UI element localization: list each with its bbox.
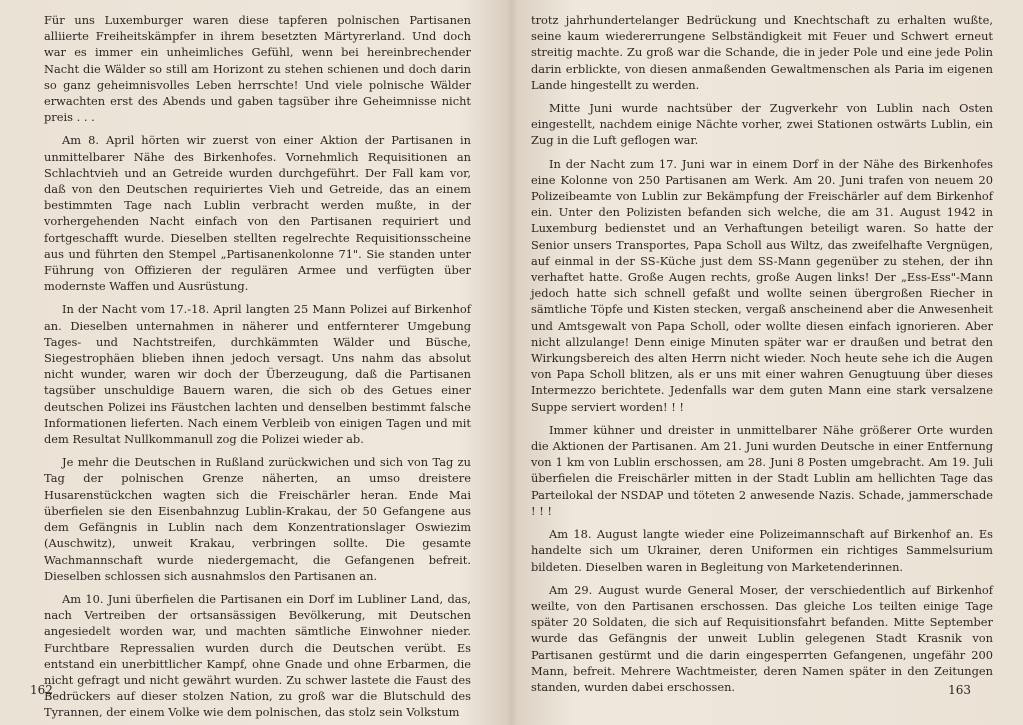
paragraph: Immer kühner und dreister in unmittelbarer Nähe größerer Orte wurden die Aktionen der Partisanen. Am 21. Juni wurden Deutsche in einer Entfernung von 1 km von Lublin erschossen, am 28. Juni 8 Posten umgebracht. Am 19. Juli überfielen die Freischärler mitten in der Stadt Lublin am hellichten Tage das Parteilokal der NSDAP und töteten 2 anwesende Nazis. Schade, jammerschade ! ! ! <box>531 422 993 518</box>
page-number: 162 <box>30 683 53 697</box>
paragraph: Am 8. April hörten wir zuerst von einer Aktion der Partisanen in unmittelbarer Nähe des Birkenhofes. Vornehmlich Requisitionen an Schlachtvieh und an Getreide wurden durchgeführt. Der Fall kam vor, daß von den Deutschen requiriertes Vieh und Getreide, das an einem bestimmten Tage nach Lublin verbracht werden mußte, in der vorhergehenden Nacht einfach von den Partisanen requiriert und fortgeschafft wurde. Dieselben stellten regelrechte Requisitionsscheine aus und führten den Stempel „Partisanenkolonne 71". Sie standen unter Führung von Offizieren der regulären Armee und verfügten über modernste Waffen und Ausrüstung. <box>44 133 471 294</box>
paragraph: Mitte Juni wurde nachtsüber der Zugverkehr von Lublin nach Osten eingestellt, nachdem einige Nächte vorher, zwei Stationen ostwärts Lublin, ein Zug in die Luft geflogen war. <box>531 101 993 148</box>
page-number: 163 <box>948 683 971 697</box>
paragraph: Am 18. August langte wieder eine Polizeimannschaft auf Birkenhof an. Es handelte sich um Ukrainer, deren Uniformen ein richtiges Sammelsurium bildeten. Dieselben waren in Begleitung von Marketenderinnen. <box>531 527 993 574</box>
paragraph: In der Nacht vom 17.-18. April langten 25 Mann Polizei auf Birkenhof an. Dieselben unternahmen in näherer und entfernterer Umgebung Tages- und Nachtstreifen, durchkämmten Wälder und Büsche, Siegestrophäen blieben ihnen jedoch versagt. Uns nahm das absolut nicht wunder, waren wir doch der Überzeugung, daß die Partisanen tagsüber unschuldige Bauern waren, die sich ob des Getues einer deutschen Polizei ins Fäustchen lachten und denselben bestimmt falsche Informationen lieferten. Nach einem Verbleib von einigen Tagen und mit dem Resultat Nullkommanull zog die Polizei wieder ab. <box>44 302 471 447</box>
paragraph: Am 29. August wurde General Moser, der verschiedentlich auf Birkenhof weilte, von den Partisanen erschossen. Das gleiche Los teilten einige Tage später 20 Soldaten, die sich auf Requisitionsfahrt befanden. Mitte September wurde das Gefängnis der unweit Lublin gelegenen Stadt Krasnik von Partisanen gestürmt und die darin eingesperrten Gefangenen, ungefähr 200 Mann, befreit. Mehrere Wachtmeister, deren Namen später in den Zeitungen standen, wurden dabei erschossen. <box>531 582 993 694</box>
paragraph: Für uns Luxemburger waren diese tapferen polnischen Partisanen alliierte Freiheitskämpfer in ihrem besetzten Märtyrerland. Und doch war es immer ein unheimliches Gefühl, wenn bei hereinbrechender Nacht die Wälder so still am Horizont zu stehen schienen und doch darin so ganz geheimnisvolles Leben herrschte! Und viele polnische Wälder erwachten erst des Abends und gaben tagsüber ihre Geheimnisse nicht preis . . . <box>44 13 471 125</box>
paragraph: trotz jahrhundertelanger Bedrückung und Knechtschaft zu erhalten wußte, seine kaum wiedererrungene Selbständigkeit mit Feuer und Schwert erneut streitig machte. Zu groß war die Schande, die in jeder Pole und eine jede Polin darin erblickte, von diesen anmaßenden Gewaltmenschen als Paria im eigenen Lande hingestellt zu werden. <box>531 13 993 92</box>
right-page <box>515 0 1023 725</box>
left-page <box>0 0 505 725</box>
paragraph: In der Nacht zum 17. Juni war in einem Dorf in der Nähe des Birkenhofes eine Kolonne von 250 Partisanen am Werk. Am 20. Juni trafen von neuem 20 Polizeibeamte von Lublin zur Bekämpfung der Freischärler auf dem Birkenhof ein. Unter den Polizisten befanden sich welche, die am 31. August 1942 in Luxemburg bedienstet und an Verhaftungen beteiligt waren. So hatte der Senior unsers Transportes, Papa Scholl aus Wiltz, das zweifelhafte Vergnügen, auf einmal in der SS-Küche just dem SS-Mann gegenüber zu stehen, der ihn verhaftet hatte. Große Augen rechts, große Augen links! Der „Ess-Ess"-Mann jedoch hatte sich schnell gefaßt und wollte seinen übergroßen Riecher in sämtliche Töpfe und Kisten stecken, vergaß anscheinend aber die Anwesenheit und Amtsgewalt von Papa Scholl, oder wollte diesen einfach ignorieren. Aber nicht allzulange! Denn einige Minuten später war er draußen und betrat den Wirkungsbereich des alten Herrn nicht wieder. Noch heute sehe ich die Augen von Papa Scholl blitzen, als er uns mit einer wahren Genugtuung über dieses Intermezzo berichtete. Jedenfalls war dem guten Mann eine stark versalzene Suppe serviert worden! ! ! <box>531 156 993 414</box>
right-page-text <box>531 12 993 695</box>
paragraph: Je mehr die Deutschen in Rußland zurückwichen und sich von Tag zu Tag der polnischen Grenze näherten, an umso dreistere Husarenstückchen wagten sich die Freischärler heran. Ende Mai überfielen sie den Eisenbahnzug Lublin-Krakau, der 50 Gefangene aus dem Gefängnis in Lublin nach dem Konzentrationslager Oswiezim (Auschwitz), unweit Krakau, verbringen sollte. Die gesamte Wachmannschaft wurde niedergemacht, die Gefangenen befreit. Dieselben schlossen sich ausnahmslos den Partisanen an. <box>44 455 471 583</box>
paragraph: Am 10. Juni überfielen die Partisanen ein Dorf im Lubliner Land, das, nach Vertreiben der ortsansässigen Bevölkerung, mit Deutschen angesiedelt worden war, und machten sämtliche Einwohner nieder. Furchtbare Repressalien wurden durch die Deutschen verübt. Es entstand ein unerbittlicher Kampf, ohne Gnade und ohne Erbarmen, die nicht gefragt und nicht gewährt wurden. Zu schwer lastete die Faust des Bedrückers auf dieser stolzen Nation, zu groß war die Blutschuld des Tyrannen, der einem Volke wie dem polnischen, das stolz sein Volkstum <box>44 591 471 720</box>
left-page-text <box>44 12 471 721</box>
